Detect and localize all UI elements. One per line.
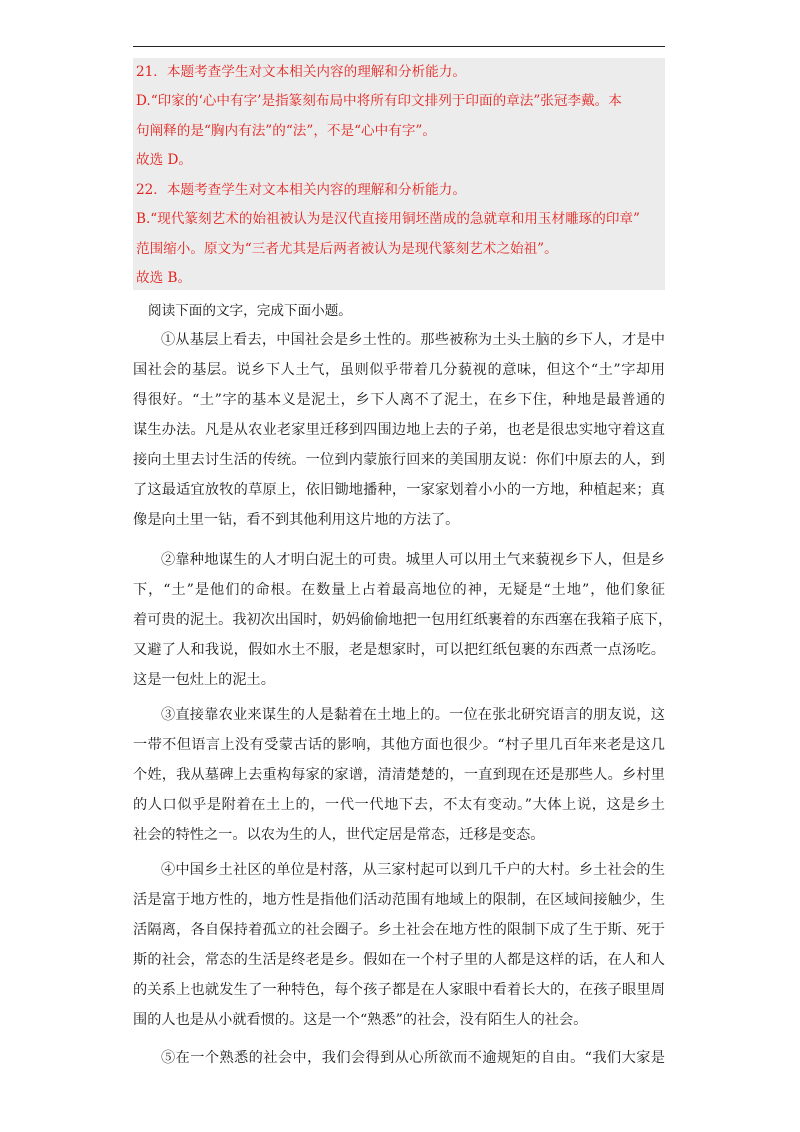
header-rule xyxy=(133,46,665,47)
passage-line: 了这最适宜放牧的草原上，依旧锄地播种，一家家划着小小的一方地，种植起来；真 xyxy=(133,482,665,498)
passage-line: 像是向土里一钻，看不到其他利用这片地的方法了。 xyxy=(133,512,460,528)
passage-line: 着可贵的泥土。我初次出国时，奶妈偷偷地把一包用红纸裹着的东西塞在我箱子底下， xyxy=(133,612,673,628)
passage-line: 的人口似乎是附着在土上的，一代一代地下去，不太有变动。”大体上说，这是乡土 xyxy=(133,797,665,813)
passage-line: 社会的特性之一。以农为生的人，世代定居是常态，迁移是变态。 xyxy=(133,827,545,843)
answer-line: B.“现代篆刻艺术的始祖被认为是汉代直接用铜坯凿成的急就章和用玉材雕琢的印章” xyxy=(136,211,640,227)
passage-line: ④中国乡土社区的单位是村落，从三家村起可以到几千户的大村。乡土社会的生 xyxy=(161,862,665,878)
passage-line: 下，“土”是他们的命根。在数量上占着最高地位的神，无疑是“土地”，他们象征 xyxy=(133,582,665,598)
passage-line: ⑤在一个熟悉的社会中，我们会得到从心所欲而不逾规矩的自由。“我们大家是 xyxy=(161,1050,665,1066)
passage-line: 活是富于地方性的，地方性是指他们活动范围有地域上的限制，在区域间接触少，生 xyxy=(133,892,665,908)
passage-line: 的关系上也就发生了一种特色，每个孩子都是在人家眼中看着长大的，在孩子眼里周 xyxy=(133,982,665,998)
passage-line: 接向土里去讨生活的传统。一位到内蒙旅行回来的美国朋友说：你们中原去的人，到 xyxy=(133,452,665,468)
passage-line: 围的人也是从小就看惯的。这是一个“熟悉”的社会，没有陌生人的社会。 xyxy=(133,1012,588,1028)
passage-line: 谋生办法。凡是从农业老家里迁移到四围边地上去的子弟，也老是很忠实地守着这直 xyxy=(133,422,665,438)
passage-line: ①从基层上看去，中国社会是乡土性的。那些被称为土头土脑的乡下人，才是中 xyxy=(161,332,665,348)
answer-line: D.“印家的‘心中有字’是指篆刻布局中将所有印文排列于印面的章法”张冠李戴。本 xyxy=(136,93,622,109)
passage-line: 得很好。“土”字的基本义是泥土，乡下人离不了泥土，在乡下住，种地是最普通的 xyxy=(133,392,665,408)
passage-line: 这是一包灶上的泥土。 xyxy=(133,672,275,688)
passage-line: 活隔离，各自保持着孤立的社会圈子。乡土社会在地方性的限制下成了生于斯、死于 xyxy=(133,922,665,938)
reading-instruction: 阅读下面的文字，完成下面小题。 xyxy=(148,303,352,319)
passage-line: ③直接靠农业来谋生的人是黏着在土地上的。一位在张北研究语言的朋友说，这 xyxy=(161,707,665,723)
passage-line: 又避了人和我说，假如水土不服，老是想家时，可以把红纸包裹的东西煮一点汤吃。 xyxy=(133,642,665,658)
passage-line: 国社会的基层。说乡下人土气，虽则似乎带着几分藐视的意味，但这个“土”字却用 xyxy=(133,362,665,378)
answer-line: 句阐释的是“胸内有法”的“法”，不是“心中有字”。 xyxy=(136,123,436,139)
passage-line: 个姓，我从墓碑上去重构每家的家谱，清清楚楚的，一直到现在还是那些人。乡村里 xyxy=(133,767,665,783)
passage-line: ②靠种地谋生的人才明白泥土的可贵。城里人可以用土气来藐视乡下人，但是乡 xyxy=(161,552,665,568)
answer-line: 故选 D。 xyxy=(136,152,193,168)
answer-line: 故选 B。 xyxy=(136,270,192,286)
passage-line: 一带不但语言上没有受蒙古话的影响，其他方面也很少。“村子里几百年来老是这几 xyxy=(133,737,665,753)
answer-line: 范围缩小。原文为“三者尤其是后两者被认为是现代篆刻艺术之始祖”。 xyxy=(136,241,558,257)
answer-line: 22．本题考查学生对文本相关内容的理解和分析能力。 xyxy=(136,182,466,198)
passage-line: 斯的社会，常态的生活是终老是乡。假如在一个村子里的人都是这样的话，在人和人 xyxy=(133,952,665,968)
answer-line: 21．本题考查学生对文本相关内容的理解和分析能力。 xyxy=(136,64,466,80)
